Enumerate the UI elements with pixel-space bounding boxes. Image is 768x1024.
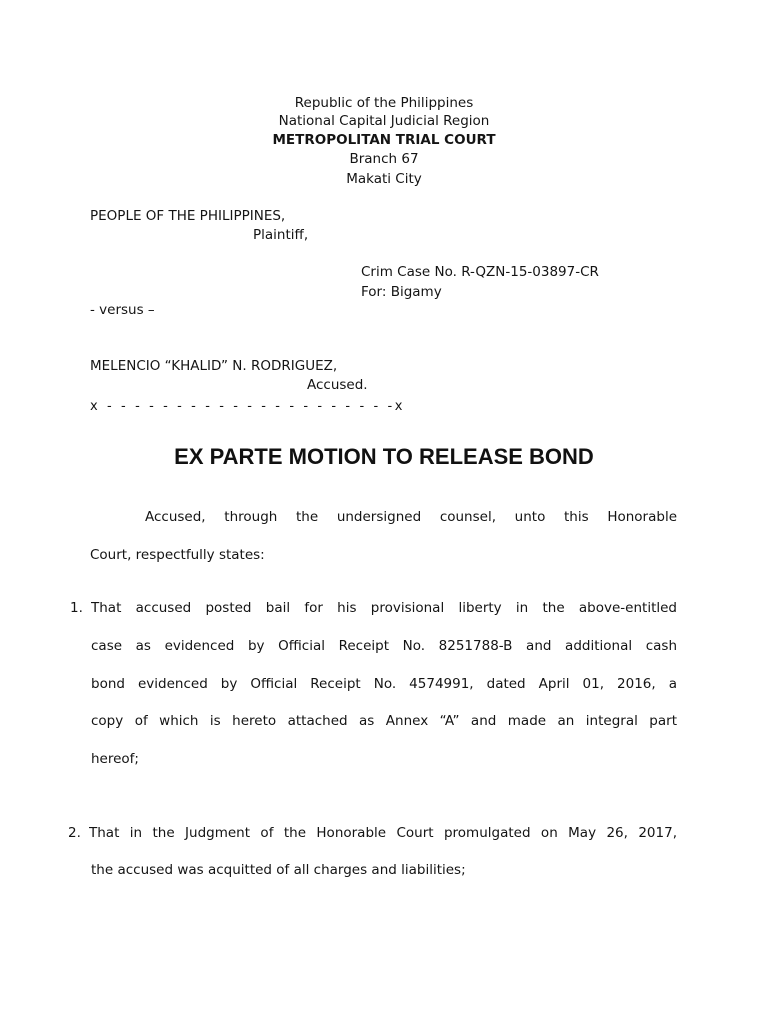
offense: For: Bigamy (361, 284, 442, 300)
plaintiff-role: Plaintiff, (253, 227, 309, 243)
item-line: That in the Judgment of the Honorable Court promulgated on May 26, 2017, (89, 825, 677, 841)
accused-name: MELENCIO “KHALID” N. RODRIGUEZ, (90, 358, 338, 374)
header-branch: Branch 67 (349, 151, 419, 167)
header-republic: Republic of the Philippines (294, 95, 474, 111)
header-region: National Capital Judicial Region (278, 113, 490, 129)
item-line: the accused was acquitted of all charges and liabilities; (91, 862, 466, 878)
case-number: Crim Case No. R-QZN-15-03897-CR (361, 264, 599, 280)
item-number: 1. (70, 600, 83, 616)
item-line: copy of which is hereto attached as Annex “A” and made an integral part (91, 713, 677, 729)
versus-label: - versus – (90, 302, 155, 318)
intro-line: Court, respectfully states: (90, 547, 265, 563)
caption-divider: x - - - - - - - - - - - - - - - - - - - - -x (90, 399, 406, 414)
item-line: hereof; (91, 751, 139, 767)
item-number: 2. (68, 825, 81, 841)
header-court: METROPOLITAN TRIAL COURT (272, 132, 496, 148)
item-line: bond evidenced by Official Receipt No. 4574991, dated April 01, 2016, a (91, 676, 677, 692)
plaintiff-name: PEOPLE OF THE PHILIPPINES, (90, 208, 286, 224)
accused-role: Accused. (307, 377, 368, 393)
item-line: case as evidenced by Official Receipt No. 8251788-B and additional cash (91, 638, 677, 654)
header-city: Makati City (346, 171, 422, 187)
document-title: EX PARTE MOTION TO RELEASE BOND (174, 444, 594, 469)
intro-line: Accused, through the undersigned counsel, unto this Honorable (145, 509, 677, 525)
item-line: That accused posted bail for his provisional liberty in the above-entitled (91, 600, 677, 616)
